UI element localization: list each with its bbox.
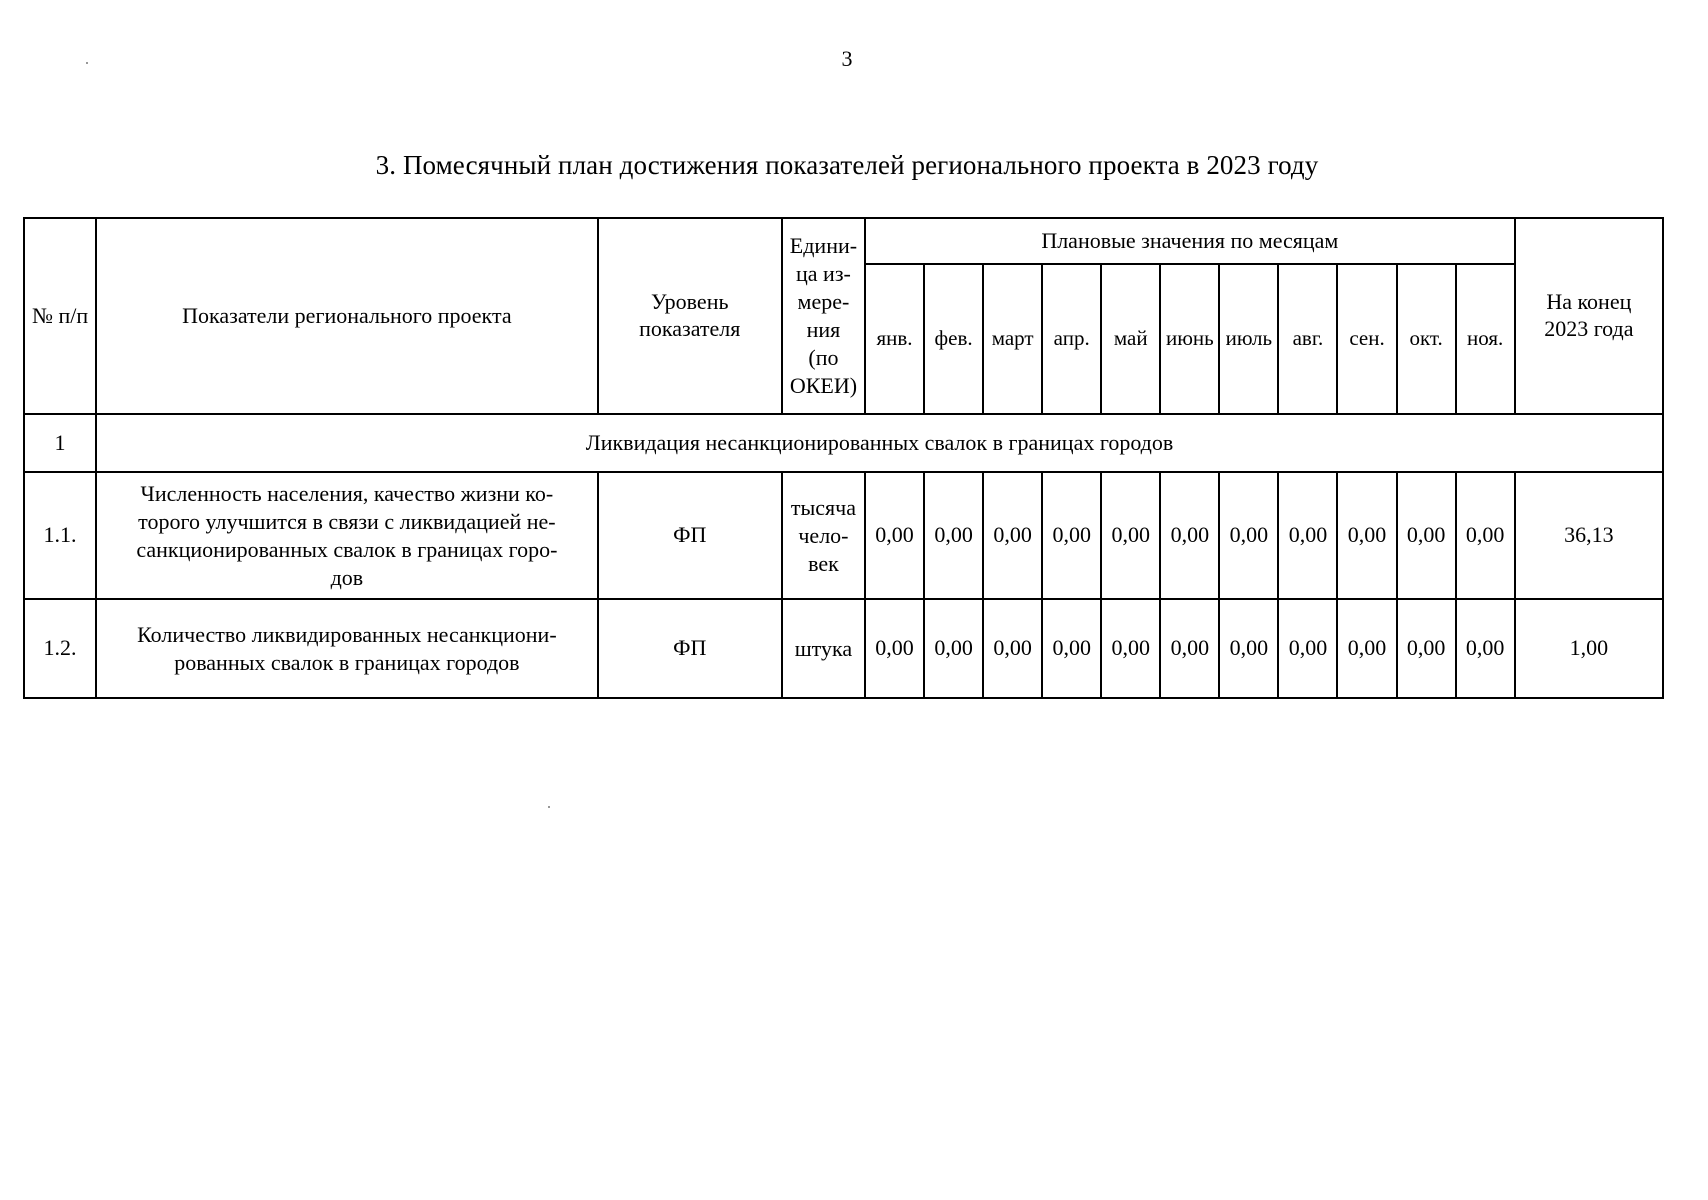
header-level-text: Уровень показателя: [639, 289, 741, 341]
header-month: сен.: [1337, 264, 1396, 414]
header-month: июнь: [1160, 264, 1219, 414]
header-indicator: Показатели регионального проекта: [96, 218, 598, 414]
header-unit-line: (по: [808, 345, 839, 370]
header-month: июль: [1219, 264, 1278, 414]
header-unit: [782, 218, 865, 414]
row-num: 1.2.: [24, 599, 96, 698]
indicator-line: санкционированных свалок в границах горо-: [136, 536, 558, 562]
unit-line: штука: [794, 635, 853, 661]
row-indicator: [96, 599, 598, 698]
section-row: [24, 414, 1663, 472]
indicator-line: Количество ликвидированных несанкциони-: [137, 621, 557, 647]
indicator-line: торого улучшится в связи с ликвидацией не-: [138, 508, 556, 534]
section-title: Ликвидация несанкционированных свалок в границах городов: [96, 414, 1663, 472]
header-month: март: [983, 264, 1042, 414]
month-value: 0,00: [1042, 472, 1101, 599]
header-end-of-year-line: 2023 года: [1544, 316, 1634, 341]
header-month: окт.: [1397, 264, 1456, 414]
header-row: [24, 218, 1663, 264]
row-level: ФП: [598, 599, 782, 698]
month-value: 0,00: [1101, 599, 1160, 698]
header-month: янв.: [865, 264, 924, 414]
scan-speck: [548, 806, 550, 808]
header-unit-line: ния: [806, 317, 841, 342]
header-month: май: [1101, 264, 1160, 414]
header-end-of-year-line: На конец: [1546, 289, 1632, 315]
row-unit: [782, 599, 865, 698]
table-row: [24, 599, 1663, 698]
month-value: 0,00: [1456, 599, 1515, 698]
month-value: 0,00: [1160, 472, 1219, 599]
row-end-of-year: 36,13: [1515, 472, 1663, 599]
month-value: 0,00: [1278, 472, 1337, 599]
unit-line: тысяча: [790, 494, 856, 520]
month-value: 0,00: [1397, 599, 1456, 698]
month-value: 0,00: [1219, 472, 1278, 599]
header-month: авг.: [1278, 264, 1337, 414]
month-value: 0,00: [983, 472, 1042, 599]
scan-speck: [86, 62, 88, 64]
header-unit-line: ОКЕИ): [789, 373, 858, 398]
section-num: 1: [24, 414, 96, 472]
month-value: 0,00: [1042, 599, 1101, 698]
month-value: 0,00: [983, 599, 1042, 698]
header-level: [598, 218, 782, 414]
row-indicator: [96, 472, 598, 599]
month-value: 0,00: [924, 599, 983, 698]
header-unit-line: мере-: [797, 289, 850, 314]
header-month: ноя.: [1456, 264, 1515, 414]
header-num: № п/п: [24, 218, 96, 414]
month-value: 0,00: [865, 599, 924, 698]
row-unit: [782, 472, 865, 599]
header-end-of-year: [1515, 218, 1663, 414]
month-value: 0,00: [1456, 472, 1515, 599]
month-value: 0,00: [1337, 599, 1396, 698]
header-month: фев.: [924, 264, 983, 414]
header-unit-line: Едини-: [789, 233, 858, 258]
indicator-line: рованных свалок в границах городов: [174, 649, 520, 675]
header-month: апр.: [1042, 264, 1101, 414]
month-value: 0,00: [1278, 599, 1337, 698]
row-num: 1.1.: [24, 472, 96, 599]
monthly-plan-table: [23, 217, 1664, 699]
month-value: 0,00: [865, 472, 924, 599]
unit-line: век: [808, 550, 839, 576]
page-number: 3: [841, 46, 853, 71]
row-level: ФП: [598, 472, 782, 599]
document-title: 3. Помесячный план достижения показателей регионального проекта в 2023 году: [375, 150, 1319, 180]
month-value: 0,00: [1160, 599, 1219, 698]
unit-line: чело-: [798, 522, 849, 548]
month-value: 0,00: [1219, 599, 1278, 698]
month-value: 0,00: [1397, 472, 1456, 599]
table-row: [24, 472, 1663, 599]
month-value: 0,00: [1337, 472, 1396, 599]
header-monthly-group: Плановые значения по месяцам: [865, 218, 1515, 264]
header-unit-line: ца из-: [796, 261, 851, 286]
month-value: 0,00: [1101, 472, 1160, 599]
row-end-of-year: 1,00: [1515, 599, 1663, 698]
indicator-line: дов: [330, 564, 364, 590]
month-value: 0,00: [924, 472, 983, 599]
indicator-line: Численность населения, качество жизни ко-: [140, 480, 554, 506]
